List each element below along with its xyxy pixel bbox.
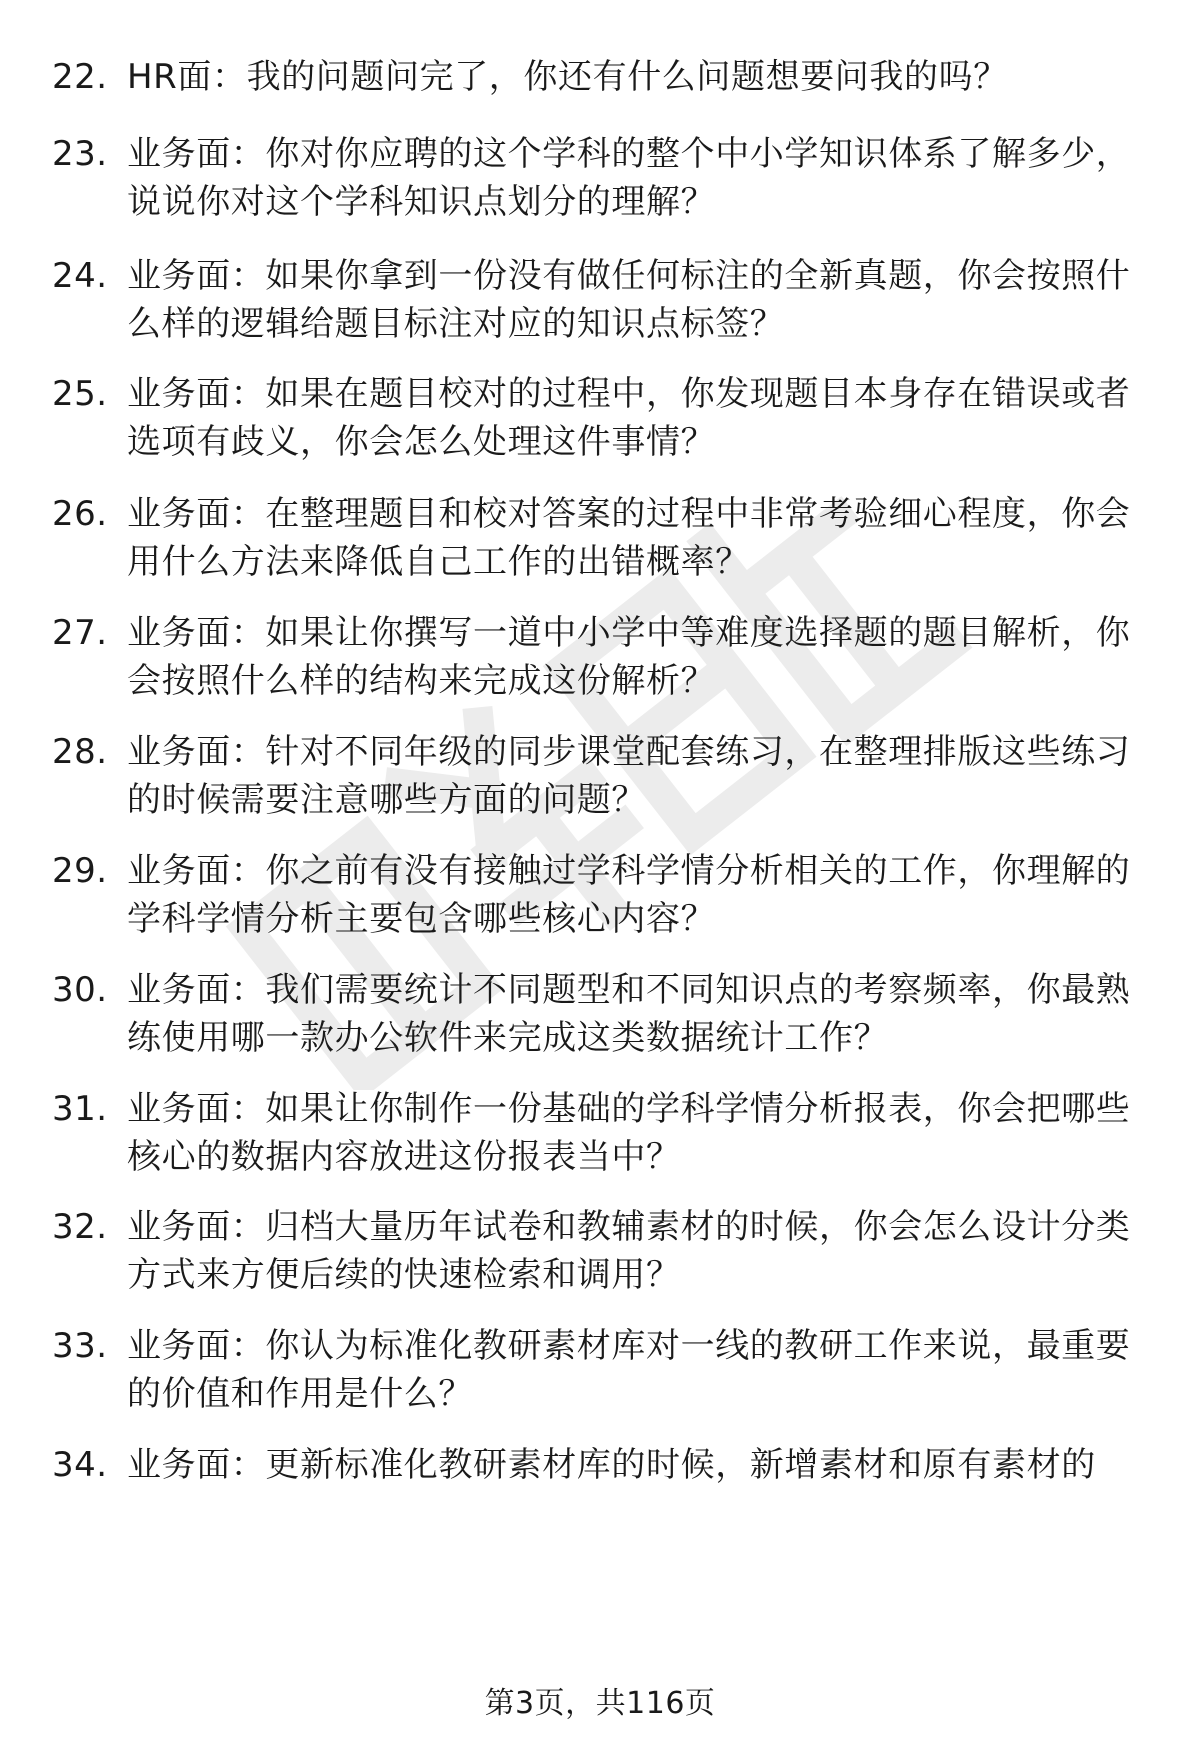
question-number: 29.: [52, 851, 108, 891]
question-number: 22.: [52, 57, 108, 97]
question-text: 业务面：如果让你制作一份基础的学科学情分析报表，你会把哪些核心的数据内容放进这份报表当中？: [127, 1089, 1131, 1177]
question-text: 业务面：归档大量历年试卷和教辅素材的时候，你会怎么设计分类方式来方便后续的快速检索和调用？: [127, 1207, 1131, 1295]
question-text: 业务面：如果让你撰写一道中小学中等难度选择题的题目解析，你会按照什么样的结构来完成这份解析？: [127, 613, 1131, 701]
question-number: 23.: [52, 134, 108, 174]
question-number: 26.: [52, 494, 108, 534]
page-number-footer: 第3页，共116页: [484, 1686, 716, 1721]
question-number: 25.: [52, 374, 108, 414]
question-number: 28.: [52, 732, 108, 772]
question-text: 业务面：如果你拿到一份没有做任何标注的全新真题，你会按照什么样的逻辑给题目标注对应的知识点标签？: [127, 256, 1131, 344]
question-text: 业务面：针对不同年级的同步课堂配套练习，在整理排版这些练习的时候需要注意哪些方面的问题？: [127, 732, 1131, 820]
question-number: 30.: [52, 970, 108, 1010]
question-text: 业务面：在整理题目和校对答案的过程中非常考验细心程度，你会用什么方法来降低自己工作的出错概率？: [127, 494, 1131, 582]
question-text: 业务面：更新标准化教研素材库的时候，新增素材和原有素材的: [127, 1445, 1096, 1485]
question-number: 31.: [52, 1089, 108, 1129]
question-text: 业务面：你认为标准化教研素材库对一线的教研工作来说，最重要的价值和作用是什么？: [127, 1326, 1131, 1414]
question-text: 业务面：你对你应聘的这个学科的整个中小学知识体系了解多少，说说你对这个学科知识点划分的理解？: [127, 134, 1131, 222]
question-text: 业务面：你之前有没有接触过学科学情分析相关的工作，你理解的学科学情分析主要包含哪些核心内容？: [127, 851, 1131, 939]
question-number: 27.: [52, 613, 108, 653]
question-number: 33.: [52, 1326, 108, 1366]
question-text: 业务面：我们需要统计不同题型和不同知识点的考察频率，你最熟练使用哪一款办公软件来完成这类数据统计工作？: [127, 970, 1131, 1058]
question-number: 24.: [52, 256, 108, 296]
question-number: 34.: [52, 1445, 108, 1485]
question-text: 业务面：如果在题目校对的过程中，你发现题目本身存在错误或者选项有歧义，你会怎么处理这件事情？: [127, 374, 1131, 462]
question-text: HR面：我的问题问完了，你还有什么问题想要问我的吗？: [127, 57, 1008, 97]
question-number: 32.: [52, 1207, 108, 1247]
